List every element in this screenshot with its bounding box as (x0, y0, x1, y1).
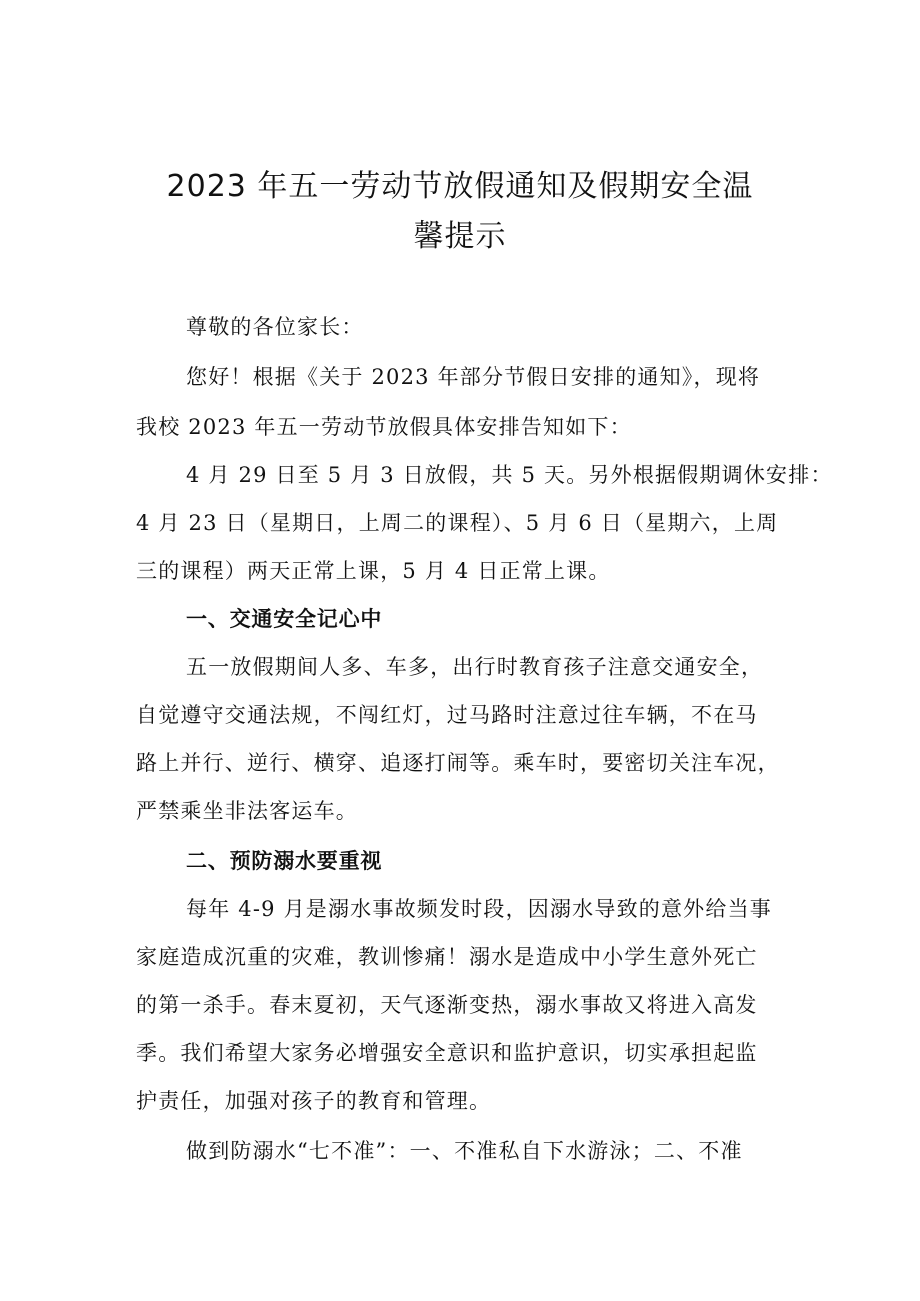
drowning-paragraph-line-3: 的第一杀手。春末夏初，天气逐渐变热，溺水事故又将进入高发 (136, 993, 758, 1017)
intro-line-2: 我校 2023 年五一劳动节放假具体安排告知如下： (136, 415, 632, 439)
intro-line-1: 您好！根据《关于 2023 年部分节假日安排的通知》，现将 (186, 365, 761, 389)
seven-rules-line: 做到防溺水“七不准”：一、不准私自下水游泳；二、不准 (186, 1139, 743, 1163)
salutation: 尊敬的各位家长： (186, 315, 364, 339)
drowning-paragraph-line-1: 每年 4-9 月是溺水事故频发时段，因溺水导致的意外给当事 (186, 897, 772, 921)
traffic-paragraph-line-1: 五一放假期间人多、车多，出行时教育孩子注意交通安全， (186, 655, 764, 679)
schedule-line-2: 4 月 23 日（星期日，上周二的课程）、5 月 6 日（星期六，上周 (136, 511, 779, 535)
section-heading-traffic: 一、交通安全记心中 (186, 607, 383, 631)
drowning-paragraph-line-2: 家庭造成沉重的灾难，教训惨痛！溺水是造成中小学生意外死亡 (136, 945, 758, 969)
drowning-paragraph-line-5: 护责任，加强对孩子的教育和管理。 (136, 1089, 492, 1113)
drowning-paragraph-line-4: 季。我们希望大家务必增强安全意识和监护意识，切实承担起监 (136, 1041, 758, 1065)
schedule-line-1: 4 月 29 日至 5 月 3 日放假，共 5 天。另外根据假期调休安排： (186, 463, 833, 487)
document-title-line-2: 馨提示 (413, 219, 507, 254)
traffic-paragraph-line-4: 严禁乘坐非法客运车。 (136, 799, 358, 823)
traffic-paragraph-line-3: 路上并行、逆行、横穿、追逐打闹等。乘车时，要密切关注车况， (136, 751, 780, 775)
traffic-paragraph-line-2: 自觉遵守交通法规，不闯红灯，过马路时注意过往车辆，不在马 (136, 703, 758, 727)
document-title-line-1: 2023 年五一劳动节放假通知及假期安全温 (166, 169, 754, 204)
section-heading-drowning: 二、预防溺水要重视 (186, 849, 383, 873)
schedule-line-3: 三的课程）两天正常上课，5 月 4 日正常上课。 (136, 559, 611, 583)
